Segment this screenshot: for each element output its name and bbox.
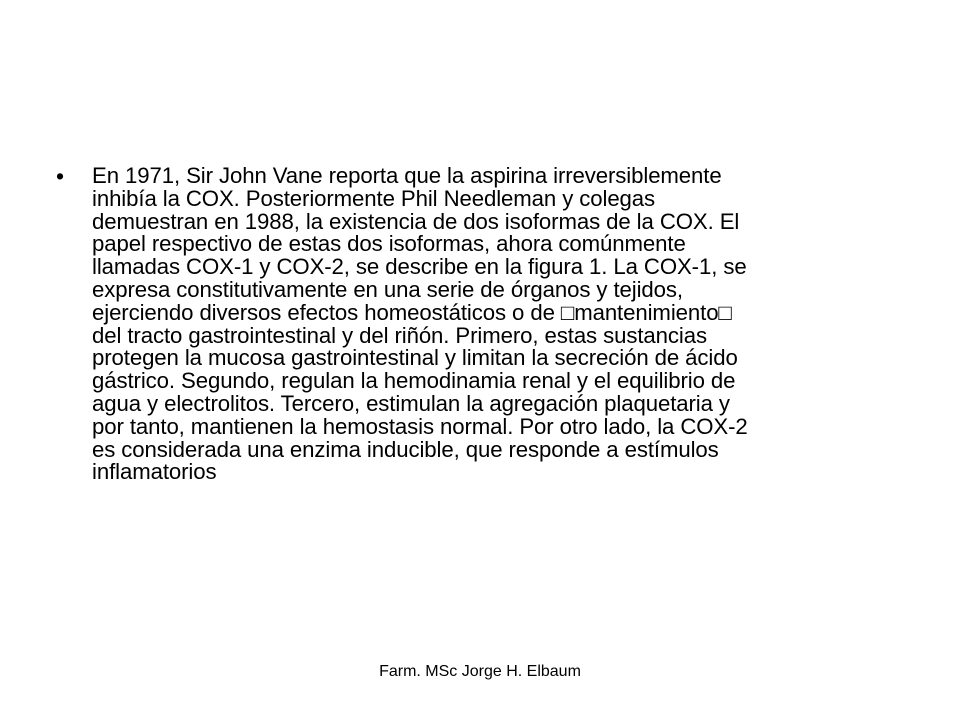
paragraph-line: del tracto gastrointestinal y del riñón. Primero, estas sustancias: [92, 322, 707, 348]
paragraph-line: por tanto, mantienen la hemostasis normal. Por otro lado, la COX-2: [92, 413, 748, 439]
paragraph-line: agua y electrolitos. Tercero, estimulan la agregación plaquetaria y: [92, 390, 730, 416]
paragraph-line: protegen la mucosa gastrointestinal y limitan la secreción de ácido: [92, 345, 738, 371]
paragraph-line: llamadas COX-1 y COX-2, se describe en la figura 1. La COX-1, se: [92, 254, 747, 280]
paragraph-line: papel respectivo de estas dos isoformas, ahora comúnmente: [92, 231, 686, 257]
paragraph-line: demuestran en 1988, la existencia de dos isoformas de la COX. El: [92, 208, 740, 234]
bullet-icon: •: [56, 163, 65, 189]
paragraph-line: inhibía la COX. Posteriormente Phil Needleman y colegas: [92, 185, 656, 211]
paragraph-line: expresa constitutivamente en una serie de órganos y tejidos,: [92, 276, 683, 302]
paragraph-line: inflamatorios: [92, 459, 217, 485]
slide-body: [56, 165, 896, 484]
bullet-paragraph: [92, 165, 896, 484]
paragraph-line: es considerada una enzima inducible, que responde a estímulos: [92, 436, 719, 462]
paragraph-line: gástrico. Segundo, regulan la hemodinamia renal y el equilibrio de: [92, 368, 736, 394]
paragraph-line: En 1971, Sir John Vane reporta que la aspirina irreversiblemente: [92, 163, 722, 188]
bullet-item: [56, 165, 896, 484]
slide-footer: Farm. MSc Jorge H. Elbaum: [379, 663, 581, 680]
paragraph-line: ejerciendo diversos efectos homeostáticos o de □mantenimiento□: [92, 299, 732, 325]
